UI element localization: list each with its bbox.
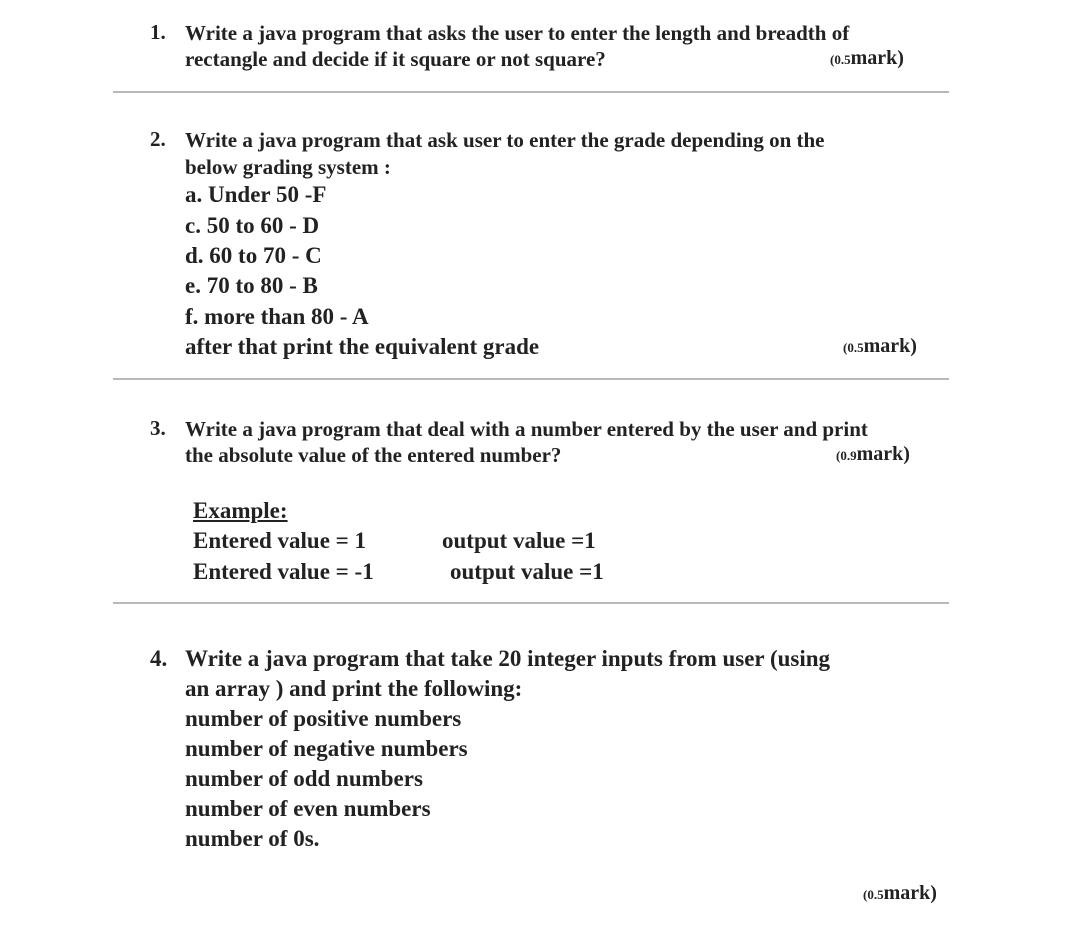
grade-item-a: f. more than 80 - A xyxy=(185,304,369,329)
divider-1 xyxy=(113,91,949,93)
grade-item-c: d. 60 to 70 - C xyxy=(185,243,322,268)
example-input-1: Entered value = 1 xyxy=(193,528,367,553)
count-positive: number of positive numbers xyxy=(185,706,462,731)
question-2-line-1: Write a java program that ask user to enter the grade depending on the xyxy=(185,128,825,152)
question-4-number: 4. xyxy=(150,646,168,671)
question-3-number: 3. xyxy=(150,416,166,440)
count-even: number of even numbers xyxy=(185,796,431,821)
example-title: Example: xyxy=(193,498,288,523)
question-3-line-2: the absolute value of the entered number? xyxy=(185,443,562,467)
divider-3 xyxy=(113,602,949,604)
example-output-2: output value =1 xyxy=(450,559,604,584)
count-negative: number of negative numbers xyxy=(185,736,468,761)
question-1-mark: (0.5mark) xyxy=(830,47,904,69)
question-4-line-2: an array ) and print the following: xyxy=(185,676,523,701)
question-4-line-1: Write a java program that take 20 integer inputs from user (using xyxy=(185,646,831,671)
grade-item-b: e. 70 to 80 - B xyxy=(185,273,318,298)
count-zeros: number of 0s. xyxy=(185,826,320,851)
example-input-2: Entered value = -1 xyxy=(193,559,374,584)
question-2-mark: (0.5mark) xyxy=(843,335,917,357)
question-1-number: 1. xyxy=(150,20,166,44)
question-2-last-line: after that print the equivalent grade xyxy=(185,334,540,359)
grade-item-f: a. Under 50 -F xyxy=(185,182,327,207)
grade-item-d: c. 50 to 60 - D xyxy=(185,213,320,238)
question-1-line-1: Write a java program that asks the user to enter the length and breadth of xyxy=(185,21,850,45)
question-1-line-2: rectangle and decide if it square or not square? xyxy=(185,47,606,71)
question-2-number: 2. xyxy=(150,127,166,151)
count-odd: number of odd numbers xyxy=(185,766,423,791)
question-3-mark: (0.9mark) xyxy=(836,443,910,465)
question-2-line-2: below grading system : xyxy=(185,155,391,179)
divider-2 xyxy=(113,378,949,380)
question-4-mark: (0.5mark) xyxy=(863,882,937,904)
example-output-1: output value =1 xyxy=(442,528,596,553)
question-3-line-1: Write a java program that deal with a number entered by the user and print xyxy=(185,417,868,441)
